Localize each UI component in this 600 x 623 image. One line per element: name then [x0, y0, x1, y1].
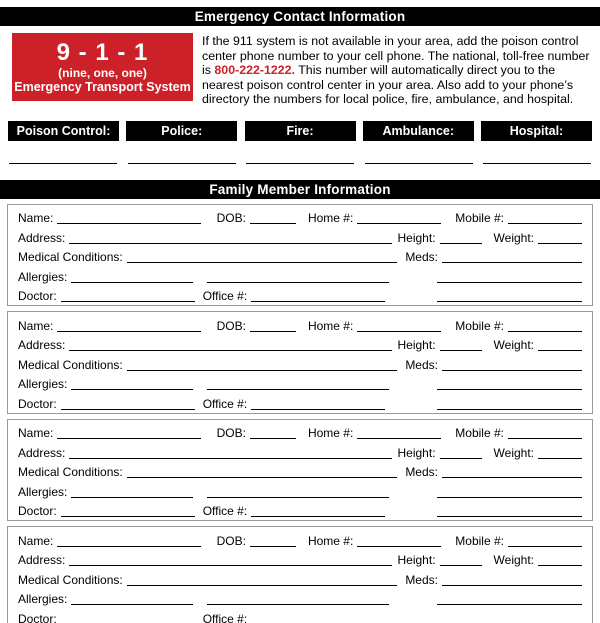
doctor-fill-line	[61, 396, 195, 410]
doctor-fill-line	[61, 611, 195, 623]
weight-fill-line	[538, 445, 582, 459]
contact-label-poison-control: Poison Control:	[8, 121, 119, 141]
address-label: Address:	[18, 553, 66, 567]
home-phone-fill-line	[357, 318, 441, 332]
member-row-name	[18, 529, 582, 549]
name-fill-line	[57, 425, 200, 439]
allergies-fill-line-2	[207, 376, 389, 390]
dob-fill-line	[250, 425, 296, 439]
height-label: Height:	[397, 553, 436, 567]
dob-fill-line	[250, 318, 296, 332]
medical-conditions-fill-line	[127, 464, 398, 478]
office-phone-fill-line	[251, 288, 385, 302]
meds-fill-line	[442, 357, 582, 371]
member-row-doctor	[18, 285, 582, 305]
meds-fill-line	[442, 249, 582, 263]
address-label: Address:	[18, 445, 66, 460]
home-phone-fill-line	[357, 210, 441, 224]
weight-fill-line	[538, 337, 582, 351]
office-phone-label: Office #:	[202, 504, 248, 518]
home-phone-label: Home #:	[307, 533, 354, 548]
emergency-contacts-fill-lines	[0, 162, 600, 164]
allergies-fill-line	[71, 591, 193, 605]
family-members-list	[0, 204, 600, 623]
allergies-label: Allergies:	[18, 484, 68, 499]
allergies-fill-line	[71, 484, 193, 498]
member-row-medical	[18, 353, 582, 373]
member-row-medical	[18, 246, 582, 266]
member-row-name	[18, 314, 582, 334]
meds-fill-line-2	[437, 591, 582, 605]
intro-paragraph	[202, 33, 592, 107]
fire-fill-line	[246, 162, 354, 164]
doctor-fill-line	[61, 503, 195, 517]
emergency-section-header	[0, 7, 600, 26]
medical-conditions-fill-line	[127, 249, 398, 263]
height-fill-line	[440, 445, 482, 459]
contact-label-hospital: Hospital:	[481, 121, 592, 141]
meds-label: Meds:	[405, 572, 438, 587]
911-subtitle: Emergency Transport System	[14, 79, 191, 94]
member-row-allergies	[18, 265, 582, 285]
emergency-section-title: Emergency Contact Information	[194, 9, 406, 24]
member-row-doctor	[18, 392, 582, 412]
mobile-phone-fill-line	[508, 533, 582, 547]
allergies-fill-line	[71, 376, 193, 390]
meds-fill-line-3	[437, 396, 582, 410]
meds-fill-line	[442, 464, 582, 478]
doctor-fill-line	[61, 288, 195, 302]
member-row-doctor	[18, 500, 582, 520]
family-section-header	[0, 180, 600, 199]
office-phone-label: Office #:	[202, 611, 248, 623]
doctor-label: Doctor:	[18, 396, 57, 411]
mobile-phone-label: Mobile #:	[455, 533, 504, 548]
meds-label: Meds:	[405, 465, 438, 479]
address-label: Address:	[18, 230, 66, 245]
office-phone-fill-line	[251, 396, 385, 410]
member-row-medical	[18, 568, 582, 588]
intro-text-after: This number will automatically direct you to the nearest poison control center in your area. Also add to your phone’s directory the numbers for local police, fire, ambulance, and hospital.	[202, 63, 574, 106]
weight-fill-line	[538, 230, 582, 244]
family-member-card	[7, 419, 593, 522]
name-fill-line	[57, 533, 200, 547]
poison-control-fill-line	[9, 162, 117, 164]
mobile-phone-fill-line	[508, 318, 582, 332]
member-row-allergies	[18, 588, 582, 608]
address-fill-line	[69, 552, 391, 566]
height-fill-line	[440, 337, 482, 351]
police-fill-line	[128, 162, 236, 164]
top-info-row	[0, 33, 600, 107]
meds-fill-line	[442, 572, 582, 586]
height-fill-line	[440, 230, 482, 244]
home-phone-label: Home #:	[307, 318, 354, 333]
meds-fill-line-3	[437, 288, 582, 302]
mobile-phone-label: Mobile #:	[455, 426, 504, 440]
dob-label: DOB:	[216, 533, 246, 548]
contact-label-ambulance: Ambulance:	[363, 121, 474, 141]
dob-label: DOB:	[216, 426, 246, 440]
weight-label: Weight:	[493, 338, 534, 352]
allergies-label: Allergies:	[18, 377, 68, 391]
address-fill-line	[69, 445, 391, 459]
mobile-phone-label: Mobile #:	[455, 318, 504, 333]
height-fill-line	[440, 552, 482, 566]
medical-conditions-label: Medical Conditions:	[18, 357, 123, 372]
height-label: Height:	[397, 338, 436, 352]
mobile-phone-fill-line	[508, 210, 582, 224]
home-phone-label: Home #:	[307, 211, 354, 225]
address-label: Address:	[18, 338, 66, 352]
office-phone-label: Office #:	[202, 396, 248, 411]
hospital-fill-line	[483, 162, 591, 164]
emergency-contacts-row	[0, 121, 600, 141]
medical-conditions-label: Medical Conditions:	[18, 572, 123, 587]
intro-text-before: If the 911 system is not available in your area, add the poison control center phone number to your cell phone. The national, toll-free number is	[202, 34, 590, 77]
poison-control-phone-number: 800-222-1222.	[214, 63, 296, 77]
family-member-card	[7, 311, 593, 414]
contact-label-fire: Fire:	[245, 121, 356, 141]
meds-label: Meds:	[405, 357, 438, 372]
office-phone-label: Office #:	[202, 289, 248, 303]
meds-fill-line-2	[437, 269, 582, 283]
dob-fill-line	[250, 533, 296, 547]
mobile-phone-label: Mobile #:	[455, 211, 504, 225]
member-row-address	[18, 334, 582, 354]
member-row-name	[18, 422, 582, 442]
doctor-label: Doctor:	[18, 289, 57, 303]
family-member-card	[7, 526, 593, 623]
ambulance-fill-line	[365, 162, 473, 164]
meds-label: Meds:	[405, 250, 438, 264]
member-row-allergies	[18, 373, 582, 393]
name-label: Name:	[18, 318, 54, 333]
name-label: Name:	[18, 533, 54, 548]
allergies-fill-line-2	[207, 591, 389, 605]
family-member-card	[7, 204, 593, 307]
home-phone-label: Home #:	[307, 426, 354, 440]
address-fill-line	[69, 337, 391, 351]
height-label: Height:	[397, 230, 436, 245]
medical-conditions-label: Medical Conditions:	[18, 465, 123, 479]
911-callout-box	[12, 33, 193, 101]
doctor-label: Doctor:	[18, 611, 57, 623]
name-label: Name:	[18, 426, 54, 440]
allergies-fill-line-2	[207, 484, 389, 498]
medical-conditions-label: Medical Conditions:	[18, 250, 123, 264]
member-row-allergies	[18, 480, 582, 500]
member-row-address	[18, 226, 582, 246]
name-label: Name:	[18, 211, 54, 225]
member-row-address	[18, 441, 582, 461]
dob-label: DOB:	[216, 318, 246, 333]
meds-fill-line-2	[437, 376, 582, 390]
name-fill-line	[57, 318, 200, 332]
allergies-label: Allergies:	[18, 592, 68, 606]
911-pronunciation: (nine, one, one)	[58, 65, 147, 80]
home-phone-fill-line	[357, 533, 441, 547]
doctor-label: Doctor:	[18, 504, 57, 518]
meds-fill-line-3	[437, 611, 582, 623]
address-fill-line	[69, 230, 391, 244]
member-row-doctor	[18, 607, 582, 623]
medical-conditions-fill-line	[127, 572, 398, 586]
weight-label: Weight:	[493, 230, 534, 245]
weight-fill-line	[538, 552, 582, 566]
member-row-address	[18, 549, 582, 569]
allergies-fill-line-2	[207, 269, 389, 283]
allergies-label: Allergies:	[18, 269, 68, 284]
meds-fill-line-3	[437, 503, 582, 517]
member-row-medical	[18, 461, 582, 481]
911-number: 9 - 1 - 1	[56, 38, 149, 66]
weight-label: Weight:	[493, 553, 534, 567]
meds-fill-line-2	[437, 484, 582, 498]
allergies-fill-line	[71, 269, 193, 283]
member-row-name	[18, 207, 582, 227]
medical-conditions-fill-line	[127, 357, 398, 371]
office-phone-fill-line	[251, 503, 385, 517]
office-phone-fill-line	[251, 611, 385, 623]
dob-label: DOB:	[216, 211, 246, 225]
home-phone-fill-line	[357, 425, 441, 439]
contact-label-police: Police:	[126, 121, 237, 141]
family-section-title: Family Member Information	[209, 181, 391, 197]
mobile-phone-fill-line	[508, 425, 582, 439]
weight-label: Weight:	[493, 445, 534, 460]
dob-fill-line	[250, 210, 296, 224]
name-fill-line	[57, 210, 200, 224]
height-label: Height:	[397, 445, 436, 460]
